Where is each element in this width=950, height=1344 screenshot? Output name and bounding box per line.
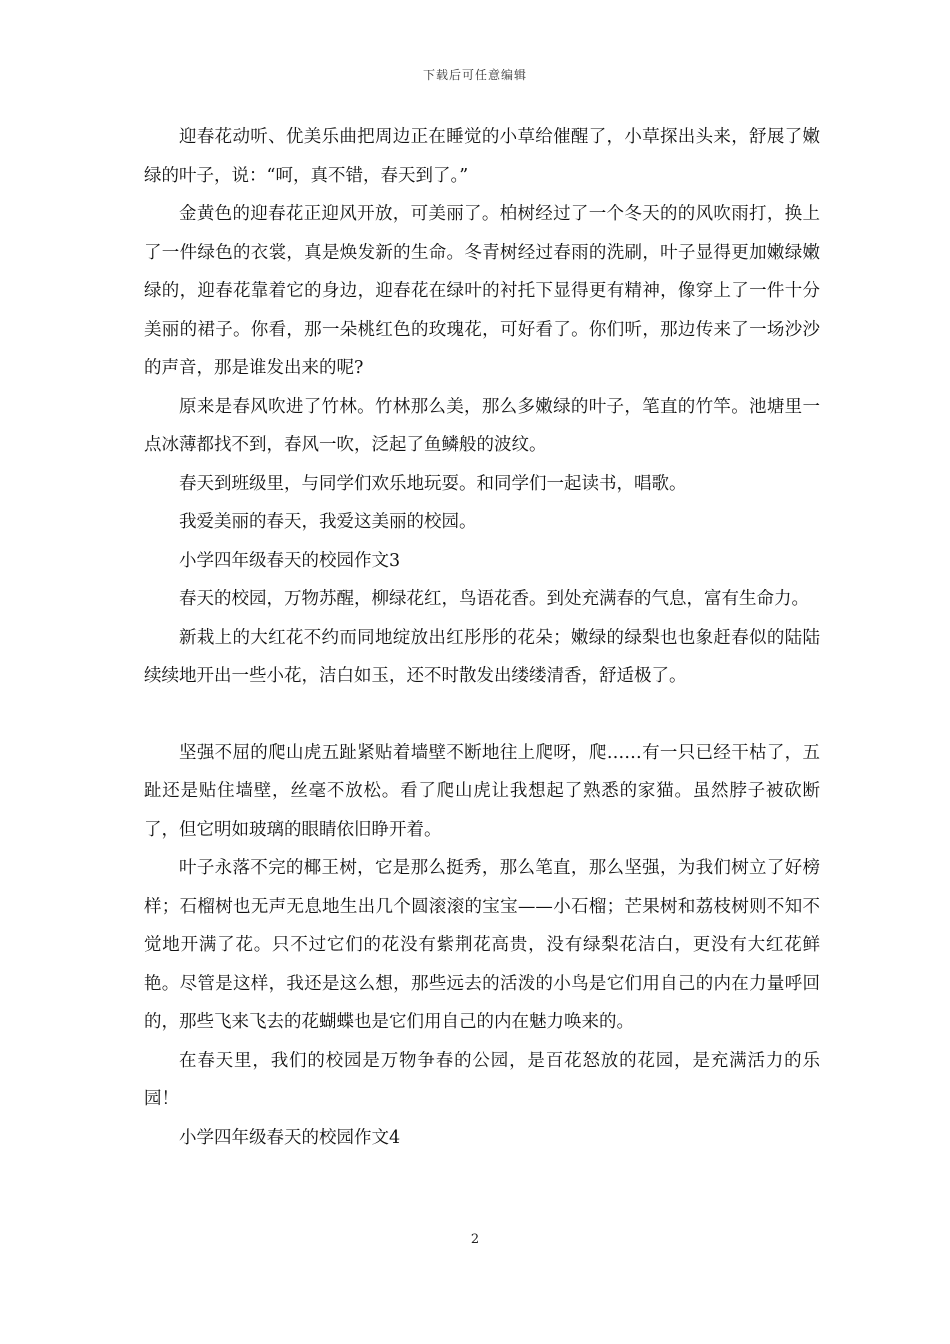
section-heading: 小学四年级春天的校园作文4 bbox=[179, 1127, 401, 1148]
page-header-note: 下载后可任意编辑 bbox=[422, 68, 527, 82]
paragraph: 原来是春风吹进了竹林。竹林那么美，那么多嫩绿的叶子，笔直的竹竿。池塘里一点冰薄都找不到，春风一吹，泛起了鱼鳞般的波纹。 bbox=[144, 396, 820, 455]
paragraph: 叶子永落不完的椰王树，它是那么挺秀，那么笔直，那么坚强，为我们树立了好榜样；石榴树也无声无息地生出几个圆滚滚的宝宝——小石榴；芒果树和荔枝树则不知不觉地开满了花。只不过它们的花没有紫荆花高贵，没有绿梨花洁白，更没有大红花鲜艳。尽管是这样，我还是这么想，那些远去的活泼的小鸟是它们用自己的内在力量呼回的，那些飞来飞去的花蝴蝶也是它们用自己的内在魅力唤来的。 bbox=[144, 858, 820, 1032]
document-body bbox=[144, 118, 820, 1157]
paragraph: 新栽上的大红花不约而同地绽放出红彤彤的花朵；嫩绿的绿梨也也象赶春似的陆陆续续地开出一些小花，洁白如玉，还不时散发出缕缕清香，舒适极了。 bbox=[144, 627, 820, 686]
paragraph: 春天到班级里，与同学们欢乐地玩耍。和同学们一起读书，唱歌。 bbox=[179, 473, 687, 494]
page-number: 2 bbox=[470, 1232, 480, 1247]
paragraph: 金黄色的迎春花正迎风开放，可美丽了。柏树经过了一个冬天的的风吹雨打，换上了一件绿色的衣裳，真是焕发新的生命。冬青树经过春雨的洗刷，叶子显得更加嫩绿嫩绿的，迎春花靠着它的身边，迎春花在绿叶的衬托下显得更有精神，像穿上了一件十分美丽的裙子。你看，那一朵桃红色的玫瑰花，可好看了。你们听，那边传来了一场沙沙的声音，那是谁发出来的呢? bbox=[144, 204, 820, 378]
paragraph: 春天的校园，万物苏醒，柳绿花红，鸟语花香。到处充满春的气息，富有生命力。 bbox=[179, 589, 809, 609]
paragraph: 我爱美丽的春天，我爱这美丽的校园。 bbox=[179, 512, 477, 532]
paragraph-spacer bbox=[144, 696, 820, 734]
paragraph: 迎春花动听、优美乐曲把周边正在睡觉的小草给催醒了，小草探出头来，舒展了嫩绿的叶子，说：“呵，真不错，春天到了。” bbox=[144, 127, 820, 186]
paragraph: 坚强不屈的爬山虎五趾紧贴着墙壁不断地往上爬呀，爬……有一只已经干枯了，五趾还是贴住墙壁，丝毫不放松。看了爬山虎让我想起了熟悉的家猫。虽然脖子被砍断了，但它明如玻璃的眼睛依旧睁开着。 bbox=[144, 742, 820, 840]
section-heading: 小学四年级春天的校园作文3 bbox=[179, 550, 401, 571]
paragraph: 在春天里，我们的校园是万物争春的公园，是百花怒放的花园，是充满活力的乐园！ bbox=[144, 1050, 820, 1109]
